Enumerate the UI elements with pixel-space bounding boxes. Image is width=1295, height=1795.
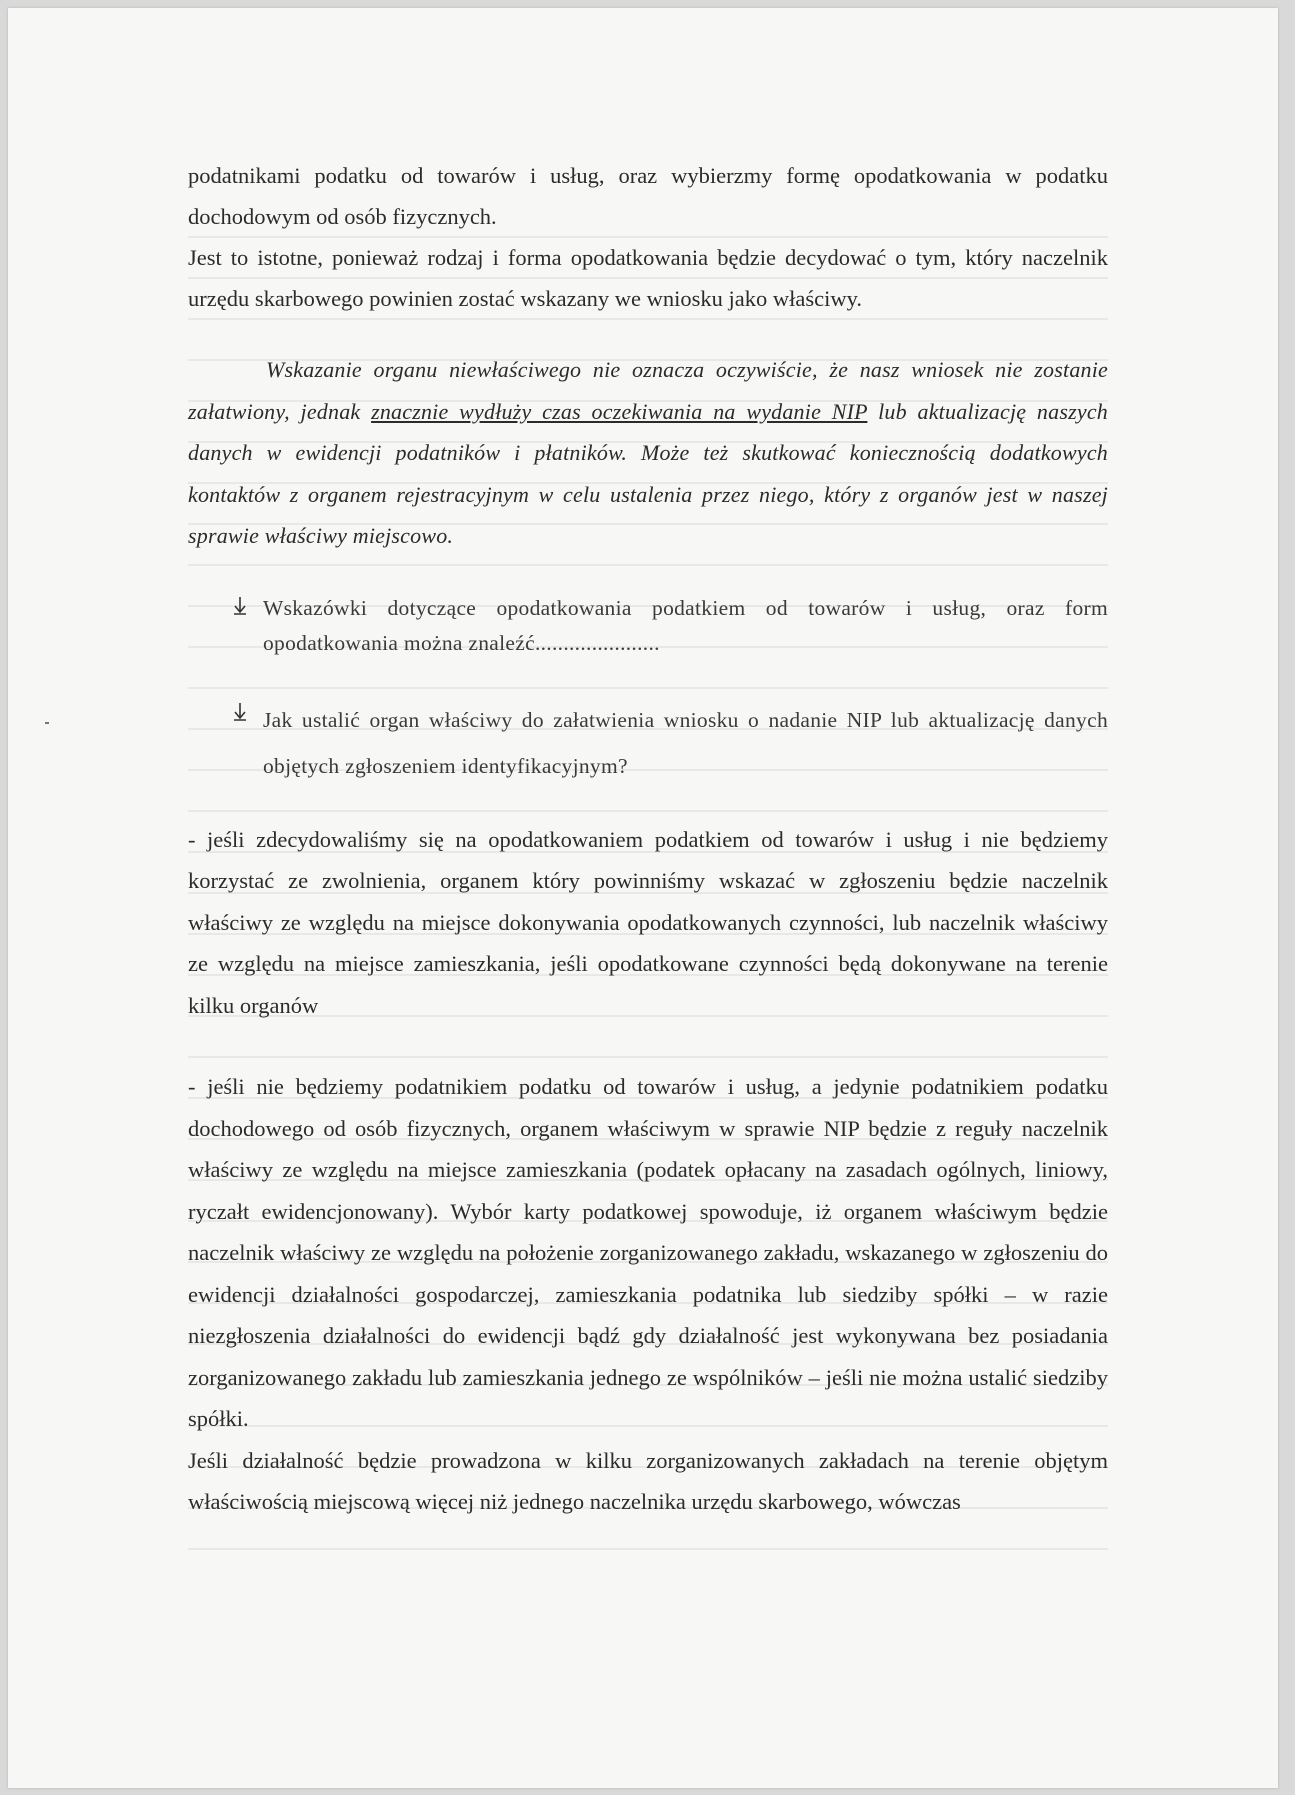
arrow-bullet-icon (233, 595, 247, 615)
intro-paragraph-1: podatnikami podatku od towarów i usług, oraz wybierzmy formę opodatkowania w podatku dochodowym od osób fizycznych. (188, 163, 1108, 229)
italic-note-part-2: lub aktualizację naszych danych w ewidencji podatników i płatników. Może też skutkować koniecznością dodatkowych kontaktów z organem rejestracyjnym w celu ustalenia przez niego, który z organów jest w naszej sprawie właściwy miejscowo. (188, 398, 1108, 548)
arrow-bullet-icon (233, 701, 247, 721)
italic-note-underlined: znacznie wydłuży czas oczekiwania na wydanie NIP (371, 398, 868, 424)
bullet-item-1-text: Wskazówki dotyczące opodatkowania podatkiem od towarów i usług, oraz form opodatkowania można znaleźć...................... (263, 595, 1108, 655)
italic-note (188, 349, 1108, 557)
document-body (188, 155, 1108, 1523)
italic-note-part-1: Wskazanie organu niewłaściwego nie oznacza oczywiście, że nasz wniosek nie zostanie załatwiony, jednak (188, 357, 1108, 424)
paragraph-vat: - jeśli zdecydowaliśmy się na opodatkowaniem podatkiem od towarów i usług i nie będziemy korzystać ze zwolnienia, organem który powinniśmy wskazać w zgłoszeniu będzie naczelnik właściwy ze względu na miejsce dokonywania opodatkowanych czynności, lub naczelnik właściwy ze względu na miejsce zamieszkania, jeśli opodatkowane czynności będą dokonywane na terenie kilku organów (188, 826, 1108, 1018)
paragraph-multiple-establishments: Jeśli działalność będzie prowadzona w kilku zorganizowanych zakładach na terenie objętym właściwością miejscową więcej niż jednego naczelnika urzędu skarbowego, wówczas (188, 1447, 1108, 1514)
paragraph-income-tax: - jeśli nie będziemy podatnikiem podatku od towarów i usług, a jedynie podatnikiem podatku dochodowego od osób fizycznych, organem właściwym w sprawie NIP będzie z reguły naczelnik właściwy ze względu na miejsce zamieszkania (podatek opłacany na zasadach ogólnych, liniowy, ryczałt ewidencjonowany). Wybór karty podatkowej spowoduje, iż organem właściwym będzie naczelnik właściwy ze względu na położenie zorganizowanego zakładu, wskazanego w zgłoszeniu do ewidencji działalności gospodarczej, zamieszkania podatnika lub siedziby spółki – w razie niezgłoszenia działalności do ewidencji bądź gdy działalność jest wykonywana bez posiadania zorganizowanego zakładu lub zamieszkania jednego ze wspólników – jeśli nie można ustalić siedziby spółki. (188, 1074, 1108, 1431)
scan-speck (45, 722, 49, 724)
bullet-item-2 (213, 697, 1108, 789)
bullet-item-2-text: Jak ustalić organ właściwy do załatwienia wniosku o nadanie NIP lub aktualizację danych objętych zgłoszeniem identyfikacyjnym? (263, 707, 1108, 778)
bullet-item-1 (213, 591, 1108, 661)
scanned-page (8, 8, 1278, 1788)
intro-paragraph-2: Jest to istotne, ponieważ rodzaj i forma opodatkowania będzie decydować o tym, który naczelnik urzędu skarbowego powinien zostać wskazany we wniosku jako właściwy. (188, 245, 1108, 311)
